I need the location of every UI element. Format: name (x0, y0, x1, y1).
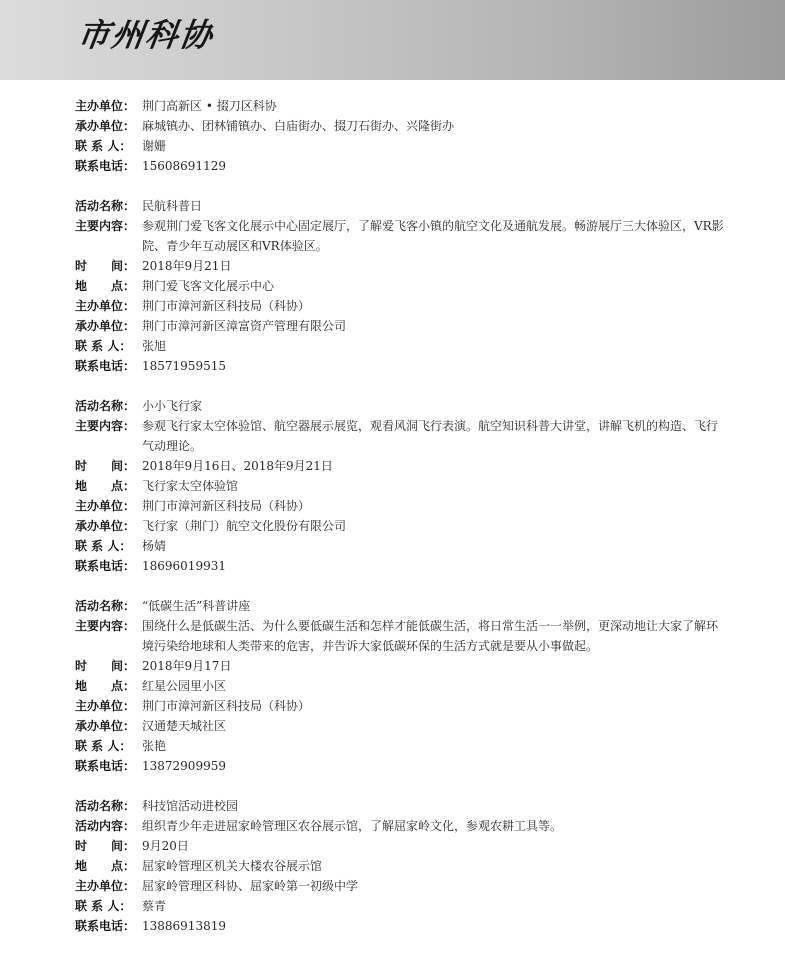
field-label: 时 间： (75, 459, 136, 473)
field-label: 主办单位： (75, 499, 136, 513)
field-label: 活动内容： (75, 819, 136, 833)
page-title: 市州科协 (75, 16, 217, 54)
field-label: 主办单位： (75, 99, 136, 113)
activity-block (75, 596, 725, 776)
field-value: 科技馆活动进校园 (142, 799, 239, 813)
field-label: 主要内容： (75, 219, 136, 233)
info-row (75, 836, 725, 856)
field-value: 2018年9月16日、2018年9月21日 (142, 459, 333, 473)
info-row (75, 496, 725, 516)
field-label: 承办单位： (75, 719, 136, 733)
info-row (75, 296, 725, 316)
field-value: 杨婧 (142, 539, 167, 553)
field-value: “低碳生活”科普讲座 (142, 599, 251, 613)
info-row (75, 536, 725, 556)
info-row (75, 736, 725, 756)
field-label: 主要内容： (75, 619, 136, 633)
field-label: 联 系 人： (75, 739, 132, 753)
field-label: 活动名称： (75, 199, 136, 213)
field-label: 联 系 人： (75, 139, 132, 153)
info-row (75, 696, 725, 716)
field-label: 联系电话： (75, 759, 136, 773)
field-value: 围绕什么是低碳生活、为什么要低碳生活和怎样才能低碳生活，将日常生活一一举例，更深动地让大家了解环境污染给地球和人类带来的危害，并告诉大家低碳环保的生活方式就是要从小事做起。 (142, 619, 719, 653)
info-row (75, 136, 725, 156)
field-label: 联系电话： (75, 919, 136, 933)
info-row (75, 596, 725, 616)
field-label: 主办单位： (75, 699, 136, 713)
info-row (75, 856, 725, 876)
activity-block (75, 396, 725, 576)
info-row (75, 256, 725, 276)
info-row (75, 316, 725, 336)
field-value: 18571959515 (142, 359, 226, 373)
field-label: 活动名称： (75, 599, 136, 613)
field-value: 张旭 (142, 339, 167, 353)
info-row (75, 756, 725, 776)
info-row (75, 796, 725, 816)
info-row (75, 156, 725, 176)
field-label: 地 点： (75, 859, 136, 873)
field-value: 荆门市漳河新区科技局（科协） (142, 499, 311, 513)
field-value: 谢姗 (142, 139, 167, 153)
field-label: 活动名称： (75, 399, 136, 413)
field-label: 联系电话： (75, 159, 136, 173)
field-label: 联 系 人： (75, 539, 132, 553)
field-value: 汉通楚天城社区 (142, 719, 227, 733)
info-row (75, 396, 725, 416)
field-label: 地 点： (75, 679, 136, 693)
activity-block (75, 196, 725, 376)
info-row (75, 196, 725, 216)
field-value: 屈家岭管理区科协、屈家岭第一初级中学 (142, 879, 359, 893)
field-label: 地 点： (75, 479, 136, 493)
field-label: 承办单位： (75, 319, 136, 333)
info-row (75, 616, 725, 656)
info-row (75, 876, 725, 896)
field-value: 麻城镇办、团林铺镇办、白庙街办、掇刀石街办、兴隆街办 (142, 119, 455, 133)
info-row (75, 476, 725, 496)
field-label: 时 间： (75, 659, 136, 673)
field-value: 屈家岭管理区机关大楼农谷展示馆 (142, 859, 323, 873)
field-value: 2018年9月17日 (142, 659, 232, 673)
info-row (75, 676, 725, 696)
info-row (75, 556, 725, 576)
info-row (75, 216, 725, 256)
field-value: 飞行家太空体验馆 (142, 479, 239, 493)
field-value: 参观飞行家太空体验馆、航空器展示展览，观看风洞飞行表演。航空知识科普大讲堂，讲解飞机的构造、飞行气动理论。 (142, 419, 719, 453)
field-value: 2018年9月21日 (142, 259, 232, 273)
field-label: 联 系 人： (75, 339, 132, 353)
field-label: 联系电话： (75, 359, 136, 373)
info-row (75, 116, 725, 136)
field-value: 飞行家（荆门）航空文化股份有限公司 (142, 519, 347, 533)
field-label: 地 点： (75, 279, 136, 293)
field-value: 荆门市漳河新区科技局（科协） (142, 299, 311, 313)
field-label: 主办单位： (75, 879, 136, 893)
field-label: 联系电话： (75, 559, 136, 573)
field-value: 15608691129 (142, 159, 226, 173)
info-row (75, 356, 725, 376)
activity-list (75, 96, 725, 956)
field-value: 民航科普日 (142, 199, 203, 213)
field-label: 主要内容： (75, 419, 136, 433)
info-row (75, 456, 725, 476)
field-value: 组织青少年走进屈家岭管理区农谷展示馆，了解屈家岭文化，参观农耕工具等。 (142, 819, 563, 833)
info-row (75, 96, 725, 116)
field-value: 蔡青 (142, 899, 167, 913)
field-value: 红星公园里小区 (142, 679, 227, 693)
field-value: 参观荆门爱飞客文化展示中心固定展厅，了解爱飞客小镇的航空文化及通航发展。畅游展厅三大体验区，VR影院、青少年互动展区和VR体验区。 (142, 219, 724, 253)
info-row (75, 716, 725, 736)
field-label: 时 间： (75, 259, 136, 273)
info-row (75, 336, 725, 356)
activity-block (75, 796, 725, 936)
field-label: 联 系 人： (75, 899, 132, 913)
field-value: 张艳 (142, 739, 167, 753)
field-label: 承办单位： (75, 119, 136, 133)
info-row (75, 276, 725, 296)
field-value: 荆门高新区 • 掇刀区科协 (142, 99, 277, 113)
field-label: 时 间： (75, 839, 136, 853)
field-label: 活动名称： (75, 799, 136, 813)
field-label: 承办单位： (75, 519, 136, 533)
info-row (75, 516, 725, 536)
field-value: 荆门市漳河新区漳富资产管理有限公司 (142, 319, 347, 333)
activity-block (75, 96, 725, 176)
field-label: 主办单位： (75, 299, 136, 313)
field-value: 9月20日 (142, 839, 189, 853)
info-row (75, 656, 725, 676)
header-banner (0, 0, 785, 80)
field-value: 荆门爱飞客文化展示中心 (142, 279, 275, 293)
info-row (75, 916, 725, 936)
info-row (75, 896, 725, 916)
info-row (75, 416, 725, 456)
field-value: 18696019931 (142, 559, 226, 573)
field-value: 荆门市漳河新区科技局（科协） (142, 699, 311, 713)
info-row (75, 816, 725, 836)
field-value: 13872909959 (142, 759, 226, 773)
field-value: 小小飞行家 (142, 399, 203, 413)
field-value: 13886913819 (142, 919, 226, 933)
